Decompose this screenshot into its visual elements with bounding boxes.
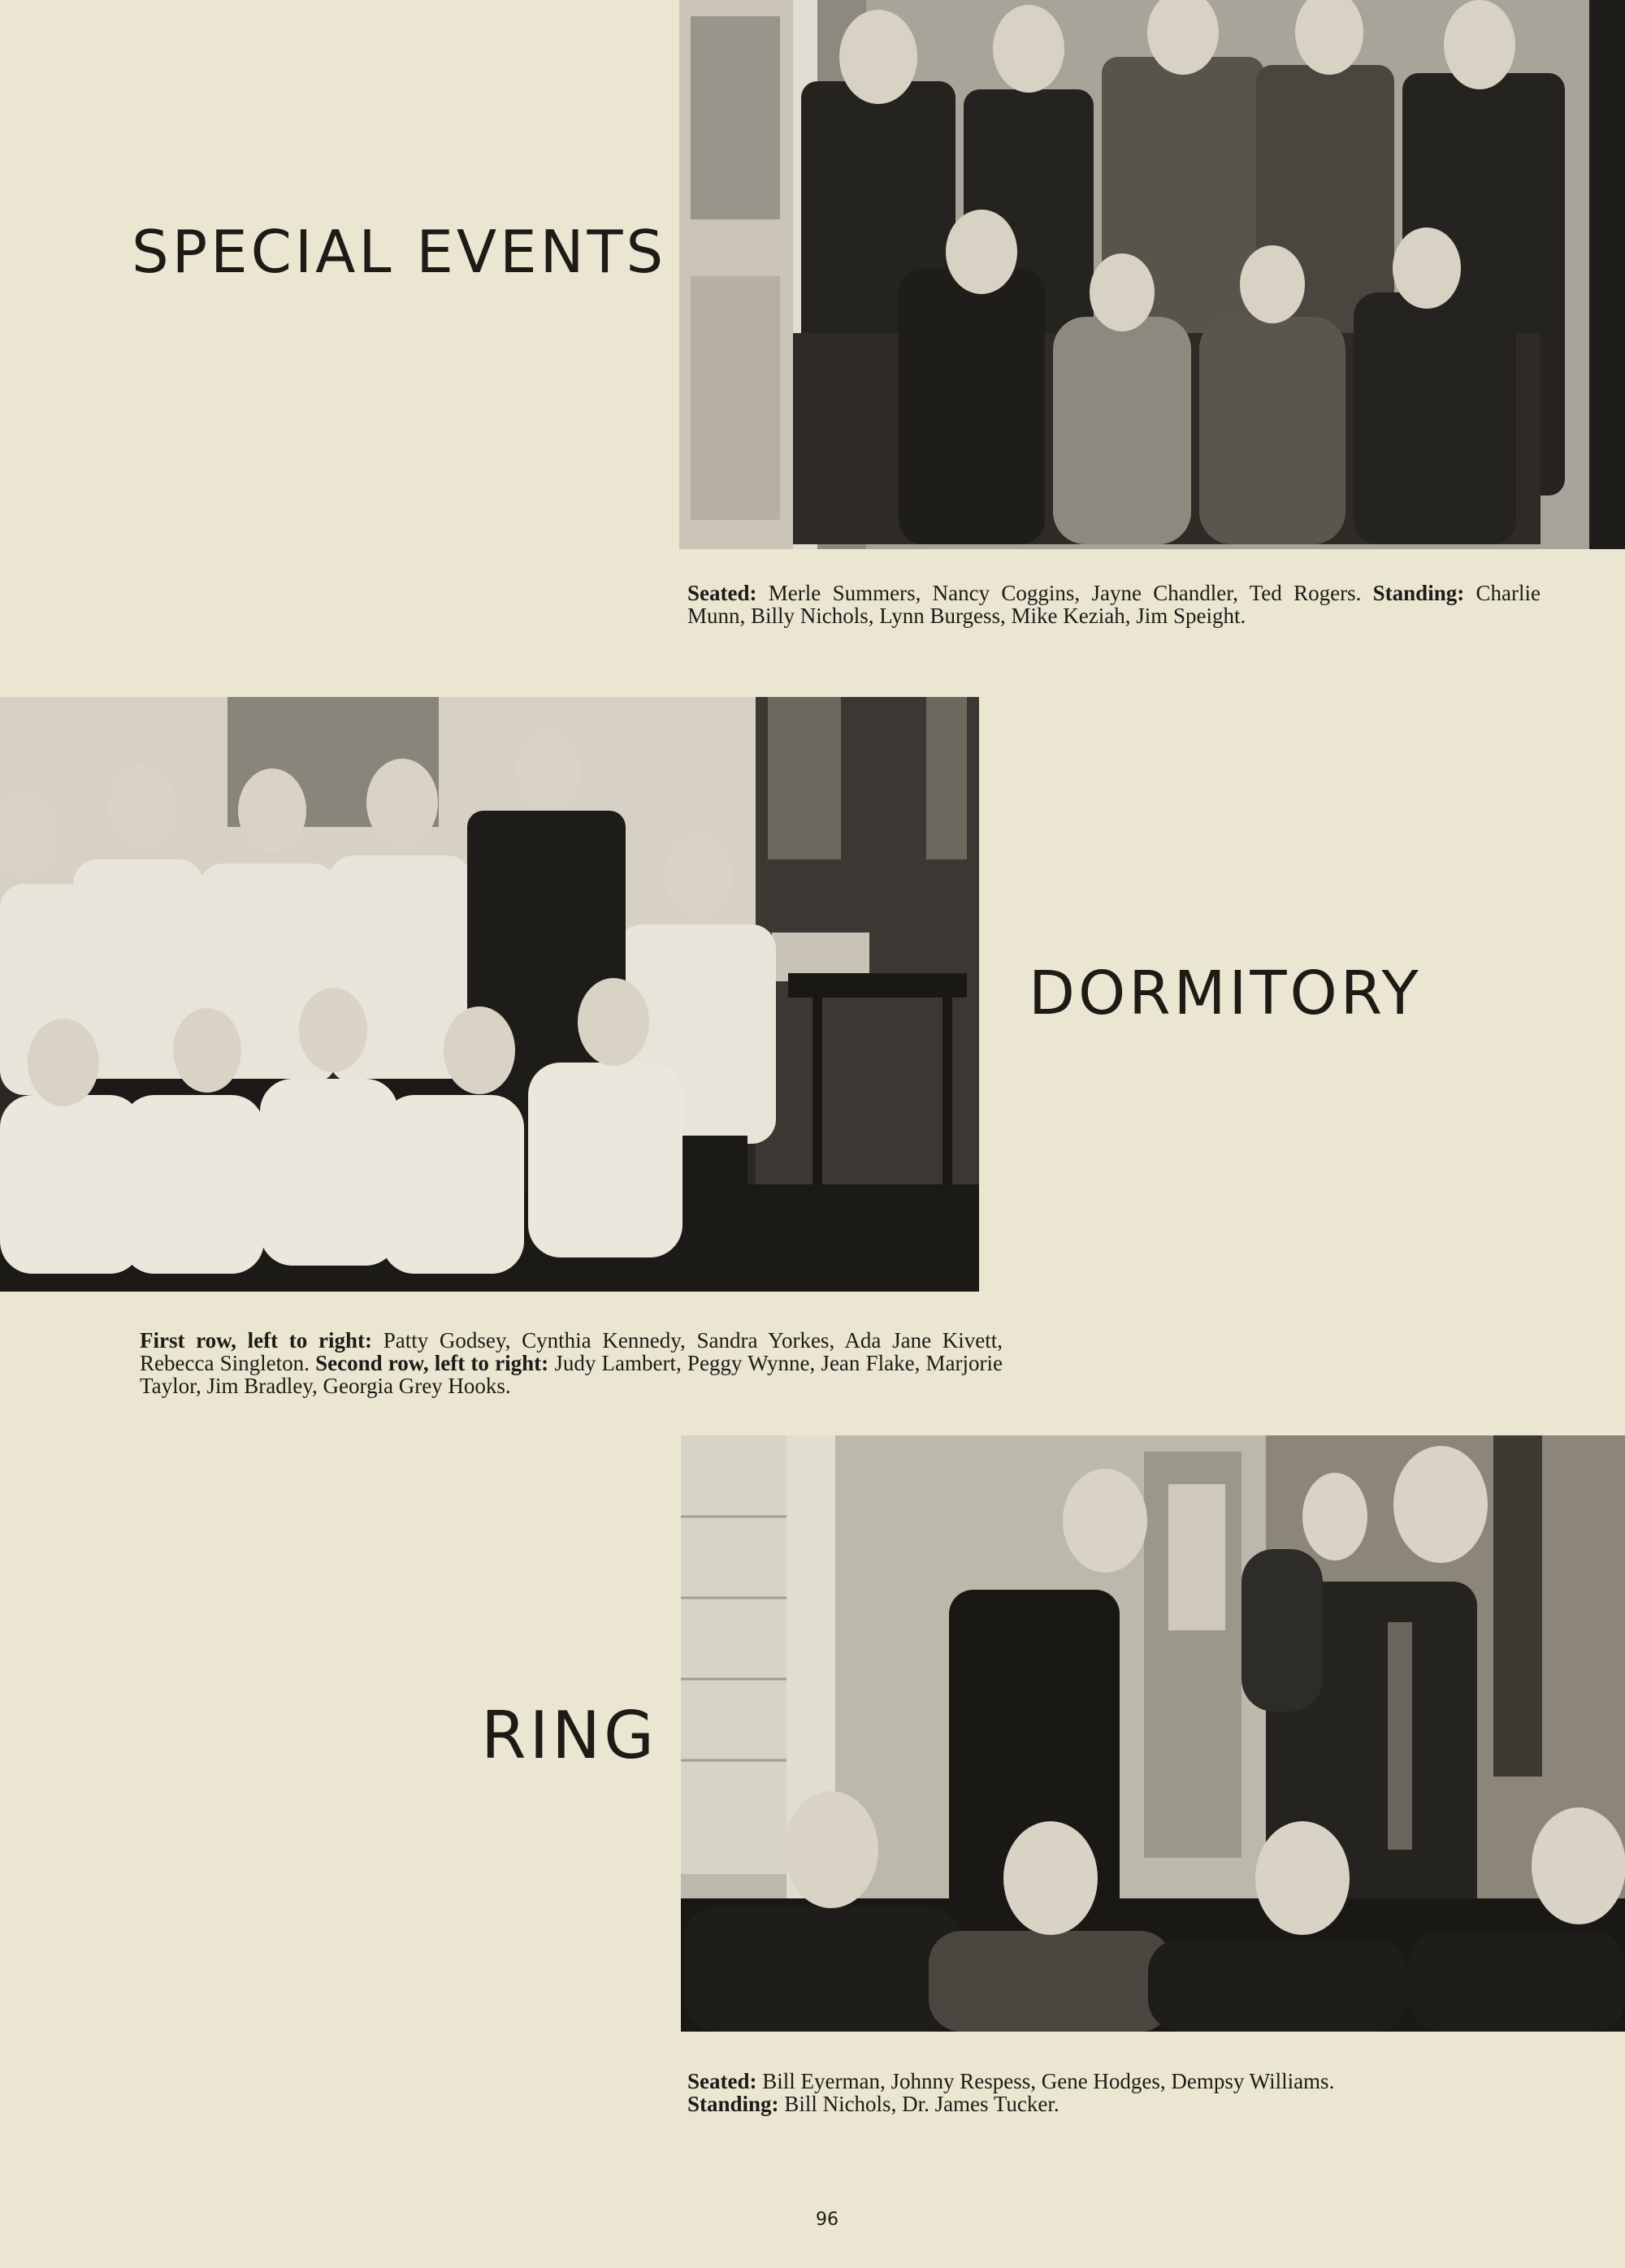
dormitory-caption [140,1329,1003,1397]
seated-names: Merle Summers, Nancy Coggins, Jayne Chandler, Ted Rogers. [768,581,1362,605]
standing-label: Standing: [687,2092,779,2116]
dormitory-heading: DORMITORY [1029,959,1422,1028]
special-events-caption [687,582,1540,627]
page-number: 96 [816,2210,838,2230]
second-row-label: Second row, left to right: [315,1351,549,1375]
standing-names: Bill Nichols, Dr. James Tucker. [784,2092,1060,2116]
standing-names: Charlie Munn, Billy Nichols, Lynn Burgess, Mike Keziah, Jim Speight. [687,581,1541,628]
seated-label: Seated: [687,2069,757,2093]
special-events-heading: SPECIAL EVENTS [132,218,667,286]
first-row-names: Patty Godsey, Cynthia Kennedy, Sandra Yorkes, Ada Jane Kivett, Rebecca Singleton. [140,1328,1003,1375]
standing-label: Standing: [1372,581,1465,605]
ring-group-photo [681,1435,1625,2032]
seated-label: Seated: [687,581,757,605]
second-row-names: Judy Lambert, Peggy Wynne, Jean Flake, Marjorie Taylor, Jim Bradley, Georgia Grey Hooks. [140,1351,1003,1398]
special-events-group-photo [679,0,1625,549]
ring-heading: RING [481,1698,658,1773]
ring-caption [687,2070,1539,2115]
seated-names: Bill Eyerman, Johnny Respess, Gene Hodges, Dempsy Williams. [762,2069,1335,2093]
dormitory-group-photo [0,697,979,1292]
first-row-label: First row, left to right: [140,1328,372,1353]
